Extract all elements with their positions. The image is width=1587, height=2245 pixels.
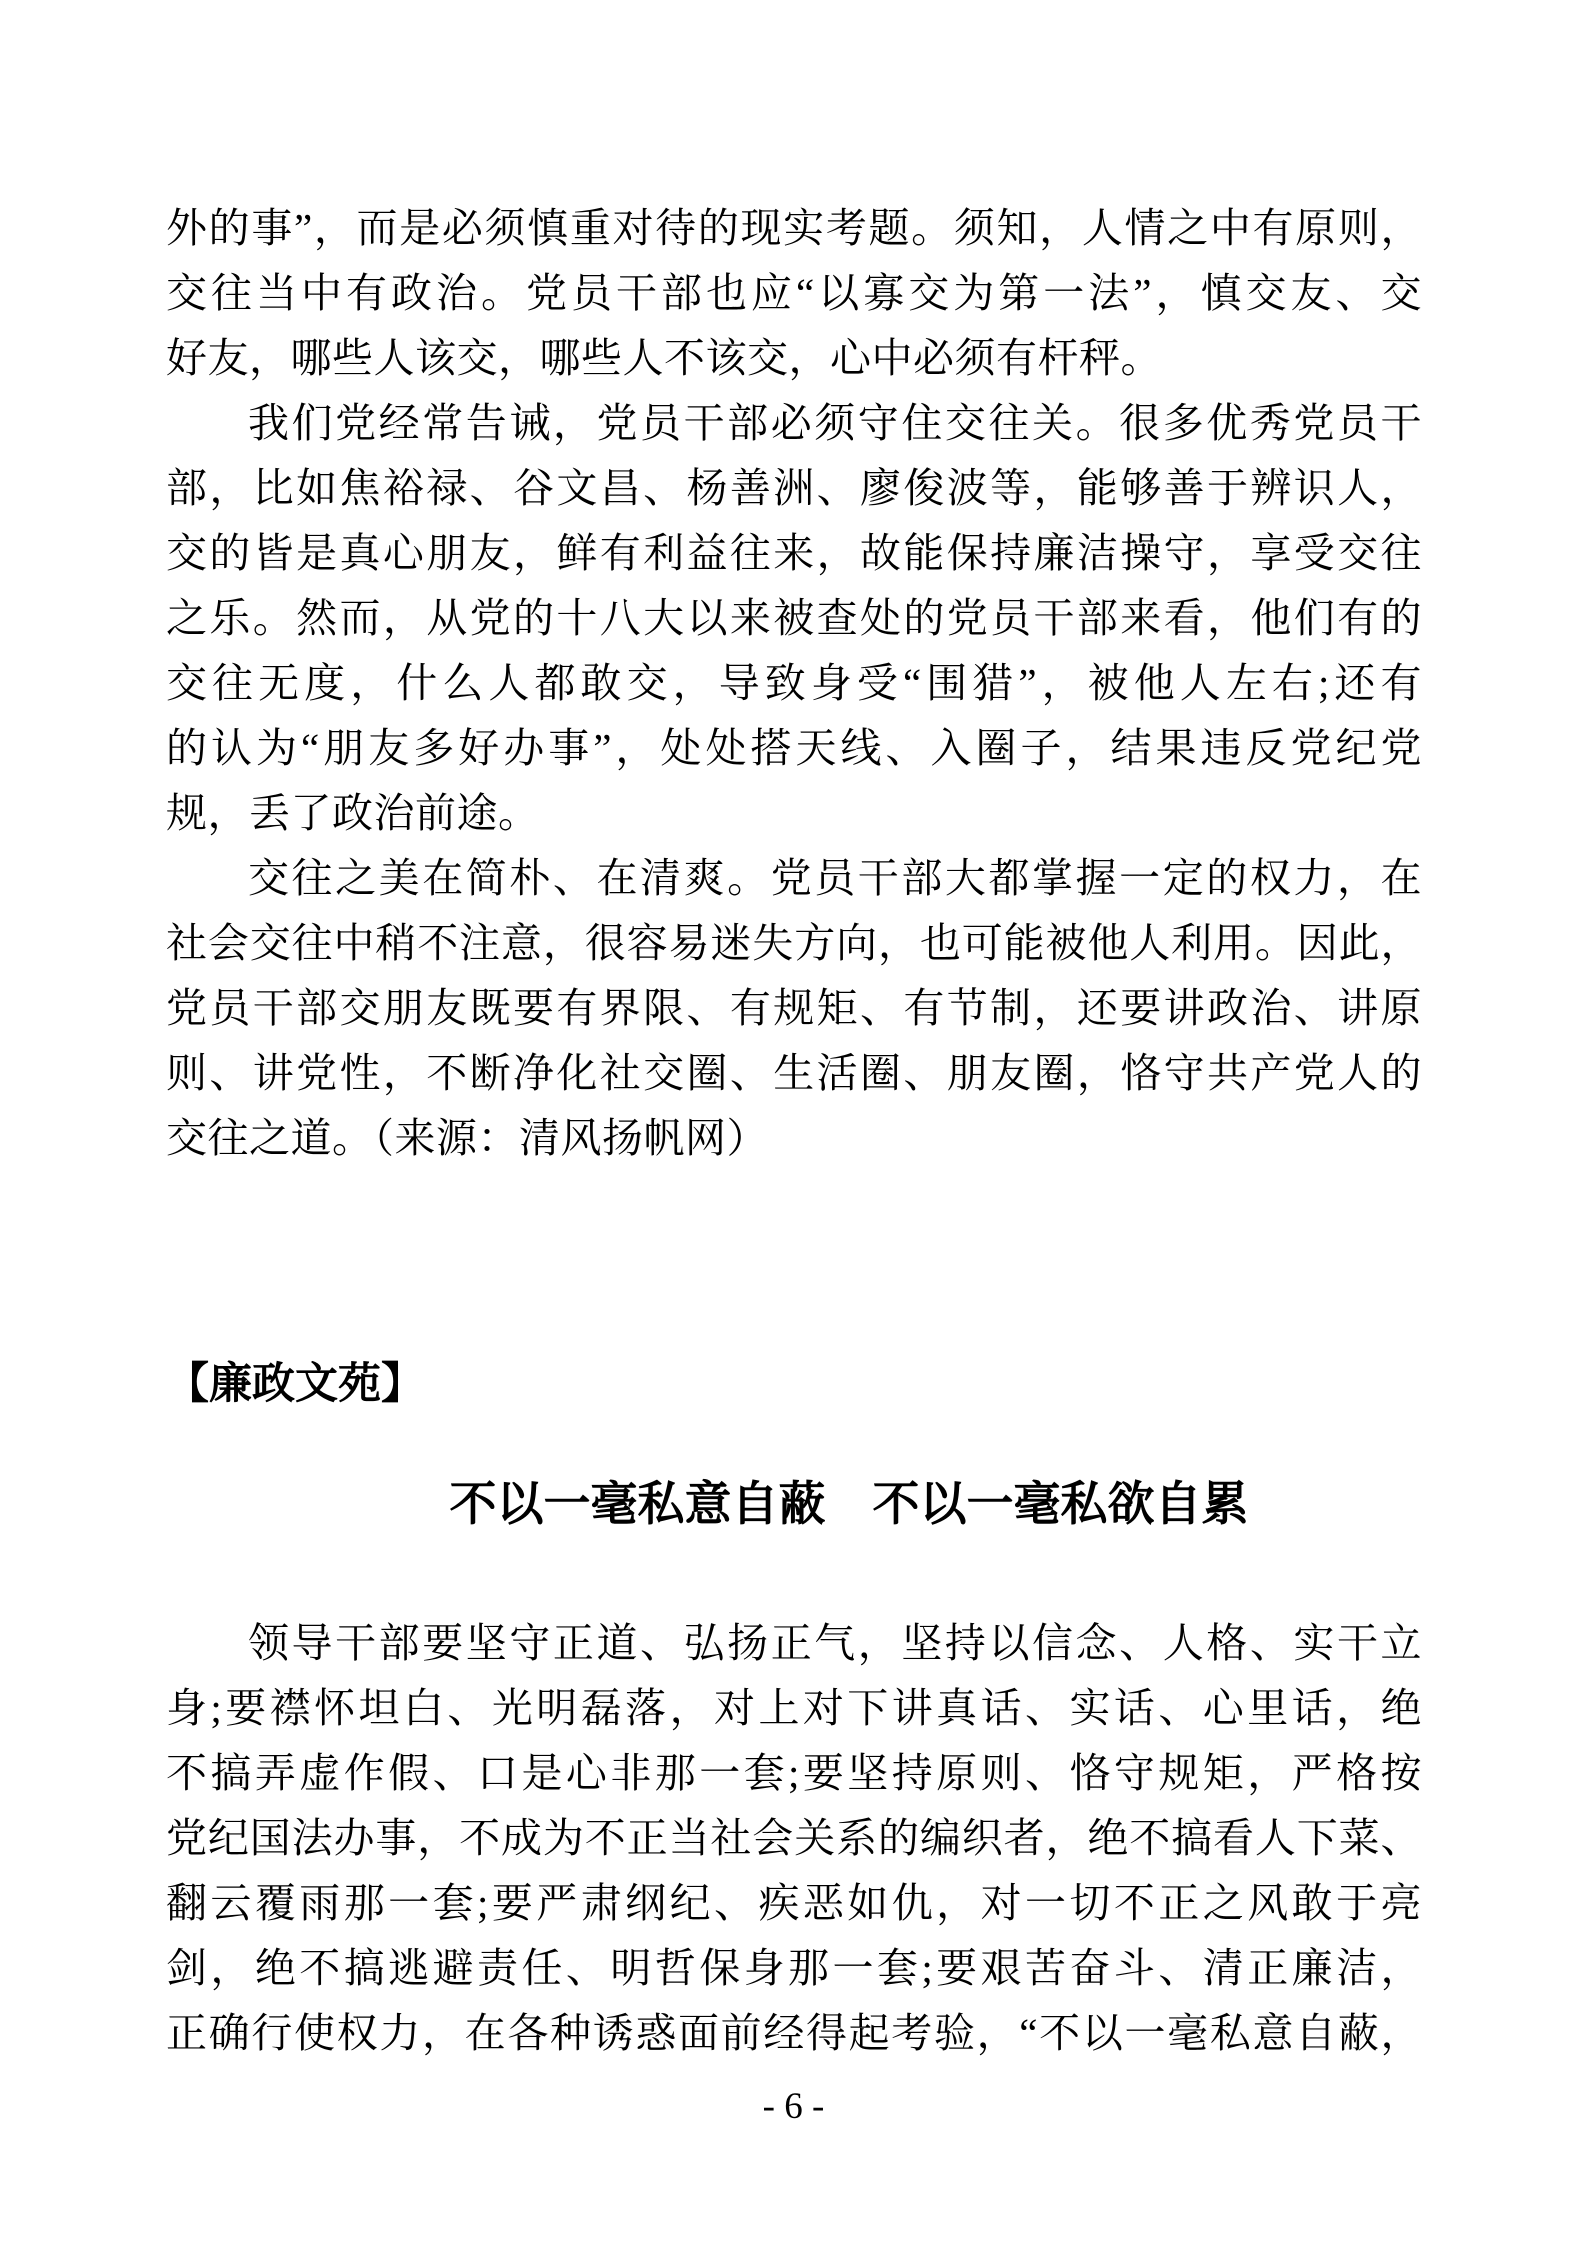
main-text-column (166, 196, 1422, 1171)
body-text-line: 则、讲党性，不断净化社交圈、生活圈、朋友圈，恪守共产党人的 (166, 1050, 1422, 1096)
body-text-line: 外的事”，而是必须慎重对待的现实考题。须知，人情之中有原则， (166, 205, 1422, 251)
body-text-line: 规，丢了政治前途。 (166, 790, 540, 836)
body-text-line: 我们党经常告诫，党员干部必须守住交往关。很多优秀党员干 (248, 400, 1422, 446)
body-text-line: 之乐。然而，从党的十八大以来被查处的党员干部来看，他们有的 (166, 595, 1422, 641)
body-text-line: 部，比如焦裕禄、谷文昌、杨善洲、廖俊波等，能够善于辨识人， (166, 465, 1422, 511)
section-header: 【廉政文苑】 (166, 1361, 424, 1408)
body-text-line: 剑，绝不搞逃避责任、明哲保身那一套;要艰苦奋斗、清正廉洁， (166, 1945, 1422, 1991)
article-text-column (166, 1611, 1422, 2066)
body-text-line: 党纪国法办事，不成为不正当社会关系的编织者，绝不搞看人下菜、 (166, 1815, 1422, 1861)
body-text-line: 领导干部要坚守正道、弘扬正气，坚持以信念、人格、实干立 (248, 1620, 1422, 1666)
body-text-line: 翻云覆雨那一套;要严肃纲纪、疾恶如仇，对一切不正之风敢于亮 (166, 1880, 1422, 1926)
body-text-line: 交往之道。（来源：清风扬帆网） (166, 1115, 768, 1161)
body-text-line: 社会交往中稍不注意，很容易迷失方向，也可能被他人利用。因此， (166, 920, 1422, 966)
page-number: - 6 - (762, 2086, 825, 2127)
body-text-line: 党员干部交朋友既要有界限、有规矩、有节制，还要讲政治、讲原 (166, 985, 1422, 1031)
body-text-line: 的认为“朋友多好办事”，处处搭天线、入圈子，结果违反党纪党 (166, 725, 1422, 771)
body-text-line: 不搞弄虚作假、口是心非那一套;要坚持原则、恪守规矩，严格按 (166, 1750, 1422, 1796)
body-text-line: 交往之美在简朴、在清爽。党员干部大都掌握一定的权力，在 (248, 855, 1422, 901)
body-text-line: 身;要襟怀坦白、光明磊落，对上对下讲真话、实话、心里话，绝 (166, 1685, 1422, 1731)
body-text-line: 交的皆是真心朋友，鲜有利益往来，故能保持廉洁操守，享受交往 (166, 530, 1422, 576)
body-text-line: 正确行使权力，在各种诱惑面前经得起考验，“不以一毫私意自蔽， (166, 2010, 1422, 2056)
body-text-line: 交往当中有政治。党员干部也应“以寡交为第一法”，慎交友、交 (166, 270, 1422, 316)
body-text-line: 好友，哪些人该交，哪些人不该交，心中必须有杆秤。 (166, 335, 1162, 381)
body-text-line: 交往无度，什么人都敢交，导致身受“围猎”，被他人左右;还有 (166, 660, 1422, 706)
article-title: 不以一毫私意自蔽 不以一毫私欲自累 (449, 1479, 1249, 1531)
